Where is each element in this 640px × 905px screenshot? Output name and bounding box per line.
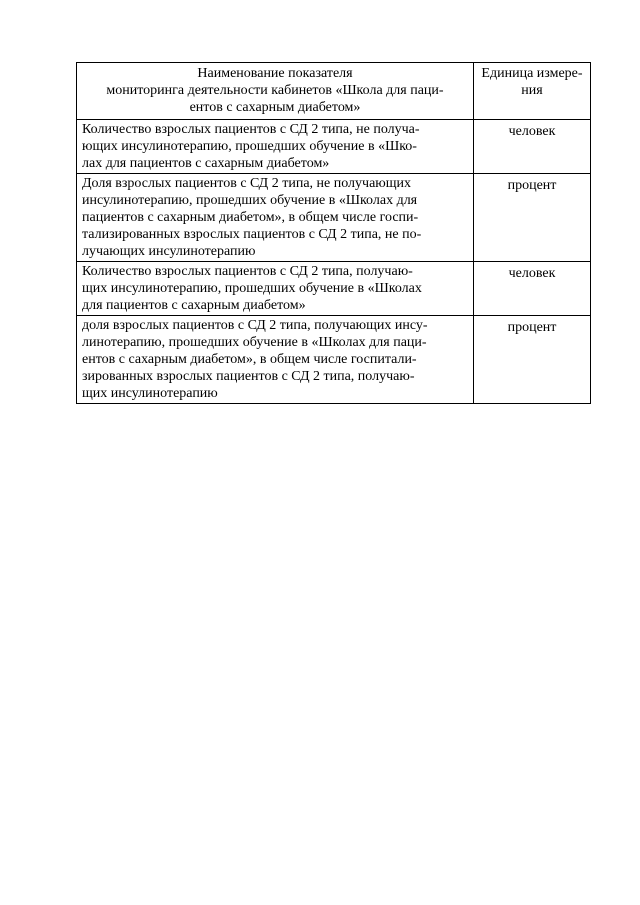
indicators-table xyxy=(76,62,591,404)
indicator-name-cell: Доля взрослых пациентов с СД 2 типа, не получающих инсулинотерапию, прошедших обучение в «Школах для пациентов с сахарным диабетом», в общем числе госпи- тализированных взрослых пациентов с СД 2 типа, не по- лучающих инсулинотерапию xyxy=(77,174,474,262)
indicator-name-cell: доля взрослых пациентов с СД 2 типа, получающих инсу- линотерапию, прошедших обучение в «Школах для паци- ентов с сахарным диабетом», в общем числе госпитали- зированных взрослых пациентов с СД 2 типа, получаю- щих инсулинотерапию xyxy=(77,316,474,404)
table-row xyxy=(77,262,591,316)
unit-cell: процент xyxy=(474,174,591,262)
header-unit: Единица измере- ния xyxy=(474,63,591,120)
indicator-name-cell: Количество взрослых пациентов с СД 2 типа, получаю- щих инсулинотерапию, прошедших обучение в «Школах для пациентов с сахарным диабетом» xyxy=(77,262,474,316)
unit-cell: процент xyxy=(474,316,591,404)
table-row xyxy=(77,316,591,404)
table-header-row xyxy=(77,63,591,120)
table-row xyxy=(77,174,591,262)
unit-cell: человек xyxy=(474,262,591,316)
unit-cell: человек xyxy=(474,120,591,174)
table-row xyxy=(77,120,591,174)
indicator-name-cell: Количество взрослых пациентов с СД 2 типа, не получа- ющих инсулинотерапию, прошедших обучение в «Шко- лах для пациентов с сахарным диабетом» xyxy=(77,120,474,174)
header-indicator-name: Наименование показателя мониторинга деятельности кабинетов «Школа для паци- ентов с сахарным диабетом» xyxy=(77,63,474,120)
